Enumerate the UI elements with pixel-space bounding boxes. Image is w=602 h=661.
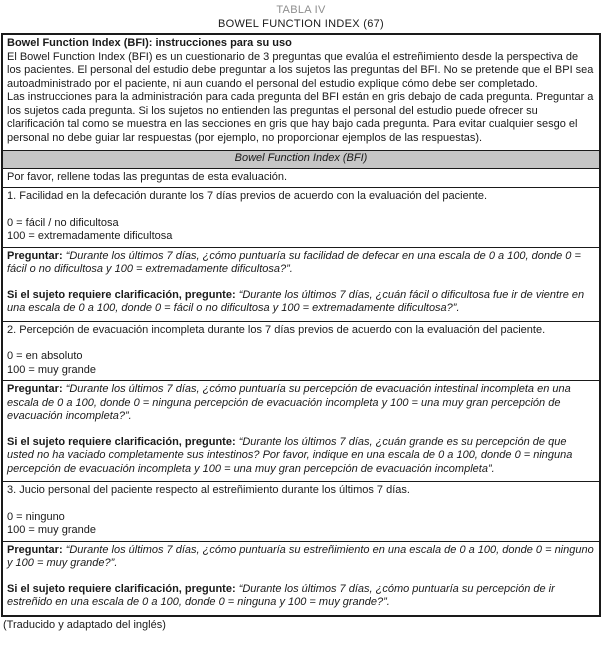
- question-2-scale-high: 100 = muy grande: [7, 363, 96, 376]
- clarify-label: Si el sujeto requiere clarificación, pregunte:: [7, 435, 236, 448]
- clarify-text: “Durante los últimos 7 días, ¿cuán grande es su percepción de que usted no ha vaciado completamente sus intestinos? Por favor, indique en una escala de 0 a 100, donde 0 = ninguna percepción de evacuación incompleta y 100 = una muy gran percepción de evacuación incompleta”.: [7, 435, 573, 475]
- section-band-title: Bowel Function Index (BFI): [234, 152, 368, 164]
- question-2-row: [3, 321, 599, 381]
- question-2-ask-row: [3, 380, 599, 481]
- table-title: BOWEL FUNCTION INDEX (67): [218, 17, 384, 30]
- clarify-label: Si el sujeto requiere clarificación, pregunte:: [7, 288, 236, 301]
- ask-text: “Durante los últimos 7 días, ¿cómo puntuaría su estreñimiento en una escala de 0 a 100, donde 0 = ninguno y 100 = muy grande?”.: [7, 543, 594, 569]
- ask-label: Preguntar:: [7, 543, 63, 556]
- bfi-table: [1, 33, 601, 617]
- instructions-heading: Bowel Function Index (BFI): instrucciones para su uso: [7, 37, 292, 49]
- table-footnote: (Traducido y adaptado del inglés): [3, 618, 166, 631]
- blank-line: [7, 571, 595, 583]
- clarify-text: “Durante los últimos 7 días, ¿cuán fácil o dificultosa fue ir de vientre en una escala de 0 a 100, donde 0 = fácil o no dificultosa y 100 = extremadamente dificultosa?”.: [7, 288, 585, 314]
- instructions-row: [3, 35, 599, 150]
- question-2-ask: [7, 383, 595, 424]
- blank-line: [7, 424, 595, 436]
- intro-text: Por favor, rellene todas las preguntas de esta evaluación.: [7, 170, 288, 183]
- ask-text: “Durante los últimos 7 días, ¿cómo puntuaría su percepción de evacuación intestinal incompleta en una escala de 0 a 100, donde 0 = ninguna percepción de evacuación incompleta y 100 = una muy gran percepción de evacuación incompleta?”.: [7, 383, 571, 422]
- instructions-paragraph-2: Las instrucciones para la administración para cada pregunta del BFI están en gris debajo de cada pregunta. Preguntar a los sujetos cada pregunta. Si los sujetos no entienden las preguntas el personal del estudio puede ofrecer su clarificación tal como se muestra en las secciones en gris que hay bajo cada pregunta. Para evitar cualquier sesgo el personal no debe guiar lar respuestas (por ejemplo, no proporcionar ejemplos de las respuestas).: [7, 91, 594, 144]
- ask-label: Preguntar:: [7, 249, 63, 262]
- instructions-paragraph-1: El Bowel Function Index (BFI) es un cuestionario de 3 preguntas que evalúa el estreñimiento desde la perspectiva de los pacientes. El personal del estudio debe preguntar a los sujetos las preguntas del BFI. No se pretende que el BPI sea autoadministrado por el paciente, ni aun cuando el personal del estudio explique cómo debe ser completado.: [7, 50, 594, 90]
- ask-text: “Durante los últimos 7 días, ¿cómo puntuaría su facilidad de defecar en una escala de 0 a 100, donde 0 = fácil o no dificultosa y 100 = extremadamente dificultosa?”.: [7, 249, 581, 275]
- question-2-title: 2. Percepción de evacuación incompleta durante los 7 días previos de acuerdo con la evaluación del paciente.: [7, 323, 546, 336]
- question-1-row: [3, 187, 599, 247]
- question-3-title: 3. Jucio personal del paciente respecto al estreñimiento durante los últimos 7 días.: [7, 484, 410, 496]
- question-1-scale-low: 0 = fácil / no dificultosa: [7, 216, 119, 229]
- question-1-clarify: [7, 289, 595, 316]
- blank-line: [7, 277, 595, 289]
- table-number: TABLA IV: [276, 4, 326, 16]
- section-band: [3, 150, 599, 168]
- blank-line: [7, 204, 595, 217]
- blank-line: [7, 337, 595, 350]
- question-3-clarify: [7, 583, 595, 610]
- question-2-scale-low: 0 = en absoluto: [7, 350, 83, 362]
- question-3-scale-low: 0 = ninguno: [7, 510, 65, 523]
- question-2-clarify: [7, 436, 595, 477]
- question-3-ask-row: [3, 541, 599, 615]
- question-1-title: 1. Facilidad en la defecación durante los 7 días previos de acuerdo con la evaluación del paciente.: [7, 190, 488, 202]
- blank-line: [7, 498, 595, 511]
- question-1-scale-high: 100 = extremadamente dificultosa: [7, 230, 173, 242]
- clarify-label: Si el sujeto requiere clarificación, pregunte:: [7, 582, 236, 595]
- intro-row: [3, 168, 599, 188]
- question-1-ask: [7, 250, 595, 277]
- table-title-block: [0, 0, 602, 31]
- question-1-ask-row: [3, 247, 599, 321]
- question-3-row: [3, 481, 599, 541]
- question-3-ask: [7, 544, 595, 571]
- clarify-text: “Durante los últimos 7 días, ¿cómo puntuaría su percepción de ir estreñido en una escala de 0 a 100, donde 0 = ninguna y 100 = muy grande?”.: [7, 582, 555, 608]
- ask-label: Preguntar:: [7, 383, 63, 395]
- question-3-scale-high: 100 = muy grande: [7, 524, 96, 536]
